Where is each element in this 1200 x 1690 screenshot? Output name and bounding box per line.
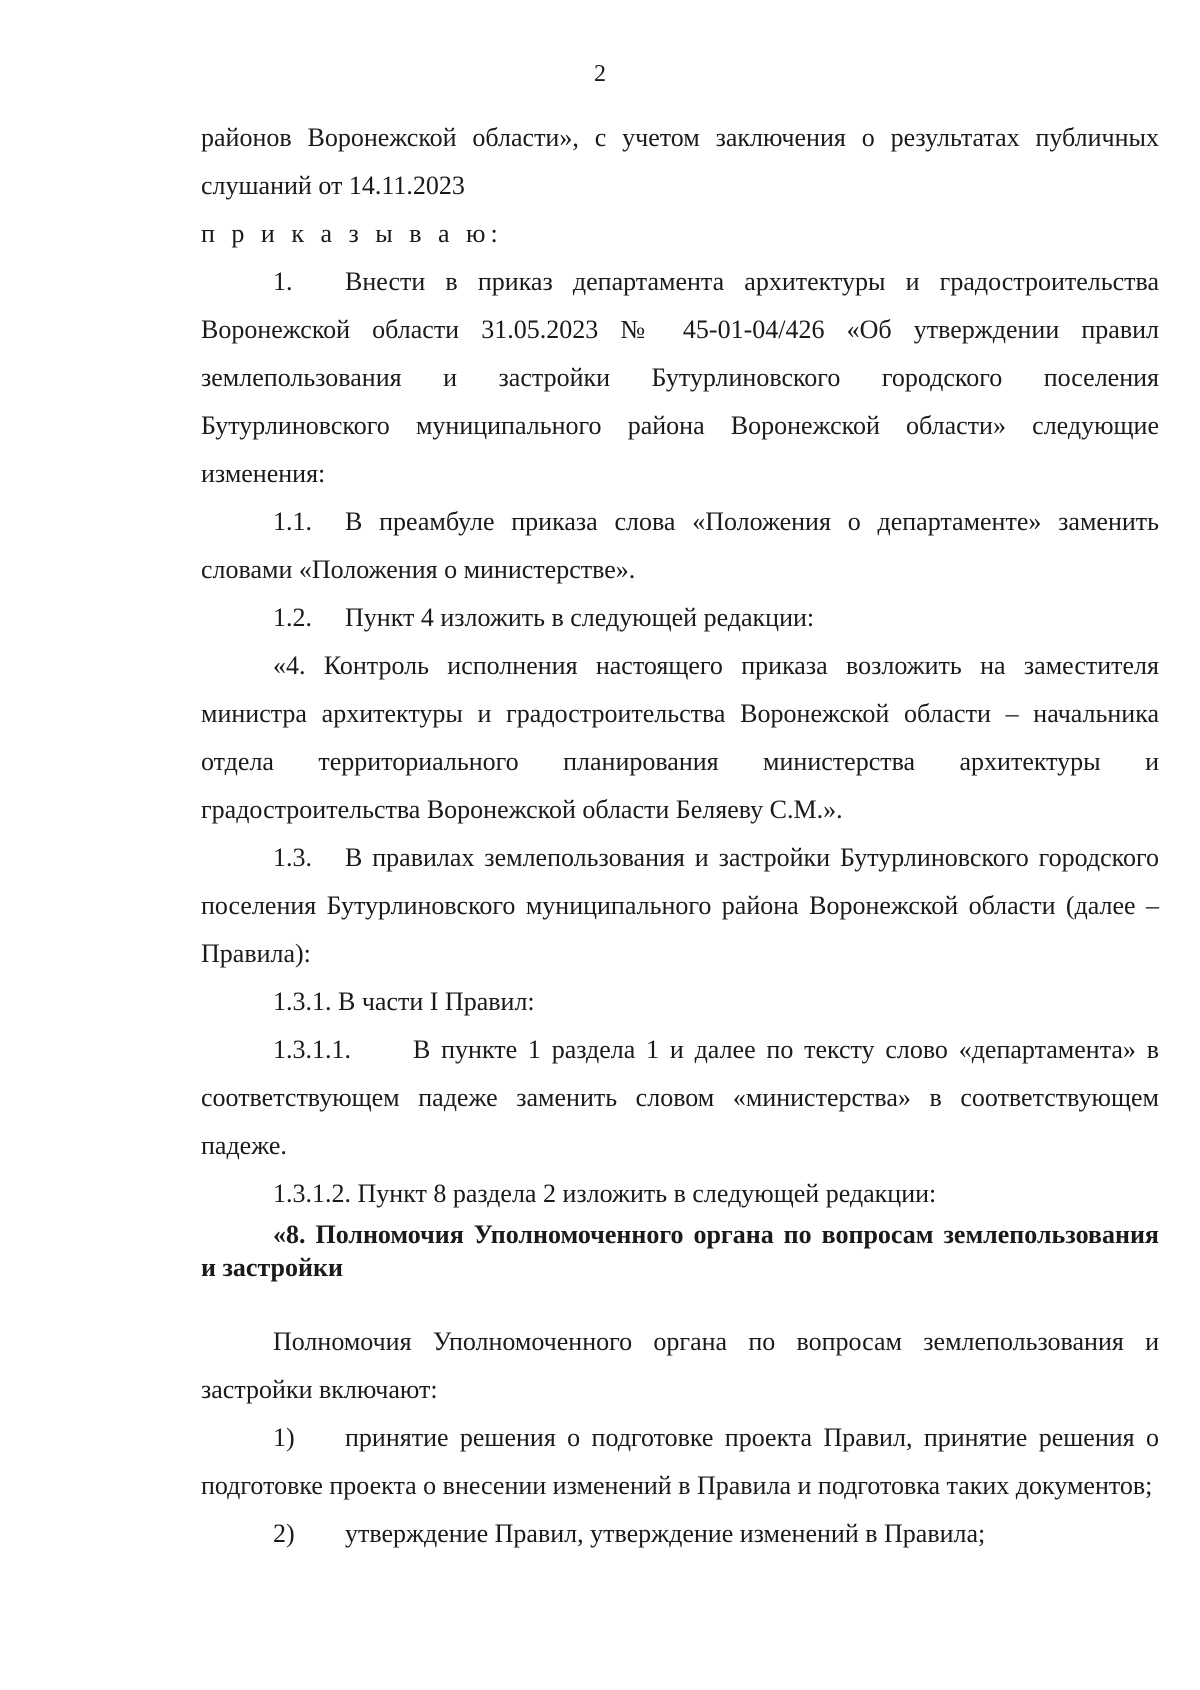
section-8-heading: «8. Полномочия Уполномоченного органа по вопросам землепользования и застройки <box>201 1220 1159 1282</box>
powers-paragraph: Полномочия Уполномоченного органа по вопросам землепользования и застройки включают: <box>201 1327 1159 1404</box>
list-item-2-number: 2) <box>273 1519 295 1548</box>
clause-1-1 <box>201 498 1159 594</box>
clause-1 <box>201 258 1159 498</box>
clause-1-2-number: 1.2. <box>273 603 312 632</box>
list-item-1-text: принятие решения о подготовке проекта Правил, принятие решения о подготовке проекта о внесении изменений в Правила и подготовка таких документов; <box>201 1423 1159 1500</box>
clause-1-2-text: Пункт 4 изложить в следующей редакции: <box>345 603 815 632</box>
clause-1-3-1-1-number: 1.3.1.1. <box>273 1035 351 1064</box>
list-item-1-number: 1) <box>273 1423 295 1452</box>
document-body <box>201 114 1159 1558</box>
clause-1-3-text: В правилах землепользования и застройки Бутурлиновского городского поселения Бутурлиновского муниципального района Воронежской области (далее – Правила): <box>201 843 1159 968</box>
order-word: п р и к а з ы в а ю: <box>201 219 503 248</box>
clause-1-2 <box>201 594 1159 642</box>
clause-1-1-text: В преамбуле приказа слова «Положения о департаменте» заменить словами «Положения о министерстве». <box>201 507 1159 584</box>
clause-1-2-quote: «4. Контроль исполнения настоящего приказа возложить на заместителя министра архитектуры и градостроительства Воронежской области – начальника отдела территориального планирования министерства архитектуры и градостроительства Воронежской области Беляеву С.М.». <box>201 651 1159 824</box>
clause-1-text: Внести в приказ департамента архитектуры и градостроительства Воронежской области 31.05.2023 № 45-01-04/426 «Об утверждении правил землепользования и застройки Бутурлиновского городского поселения Бутурлиновского муниципального района Воронежской области» следующие изменения: <box>201 267 1159 488</box>
clause-1-3-1-1-text: В пункте 1 раздела 1 и далее по тексту слово «департамента» в соответствующем падеже заменить словом «министерства» в соответствующем падеже. <box>201 1035 1159 1160</box>
clause-1-3-1: 1.3.1. В части I Правил: <box>273 987 535 1016</box>
list-item-2 <box>201 1510 1159 1558</box>
clause-1-3 <box>201 834 1159 978</box>
clause-1-3-1-2: 1.3.1.2. Пункт 8 раздела 2 изложить в следующей редакции: <box>273 1179 937 1208</box>
list-item-1 <box>201 1414 1159 1510</box>
page-number: 2 <box>594 61 606 87</box>
intro-paragraph: районов Воронежской области», с учетом заключения о результатах публичных слушаний от 14.11.2023 <box>201 123 1159 200</box>
clause-1-3-number: 1.3. <box>273 843 312 872</box>
clause-1-1-number: 1.1. <box>273 507 312 536</box>
clause-1-number: 1. <box>273 267 293 296</box>
clause-1-3-1-1 <box>201 1026 1159 1170</box>
list-item-2-text: утверждение Правил, утверждение изменений в Правила; <box>345 1519 986 1548</box>
